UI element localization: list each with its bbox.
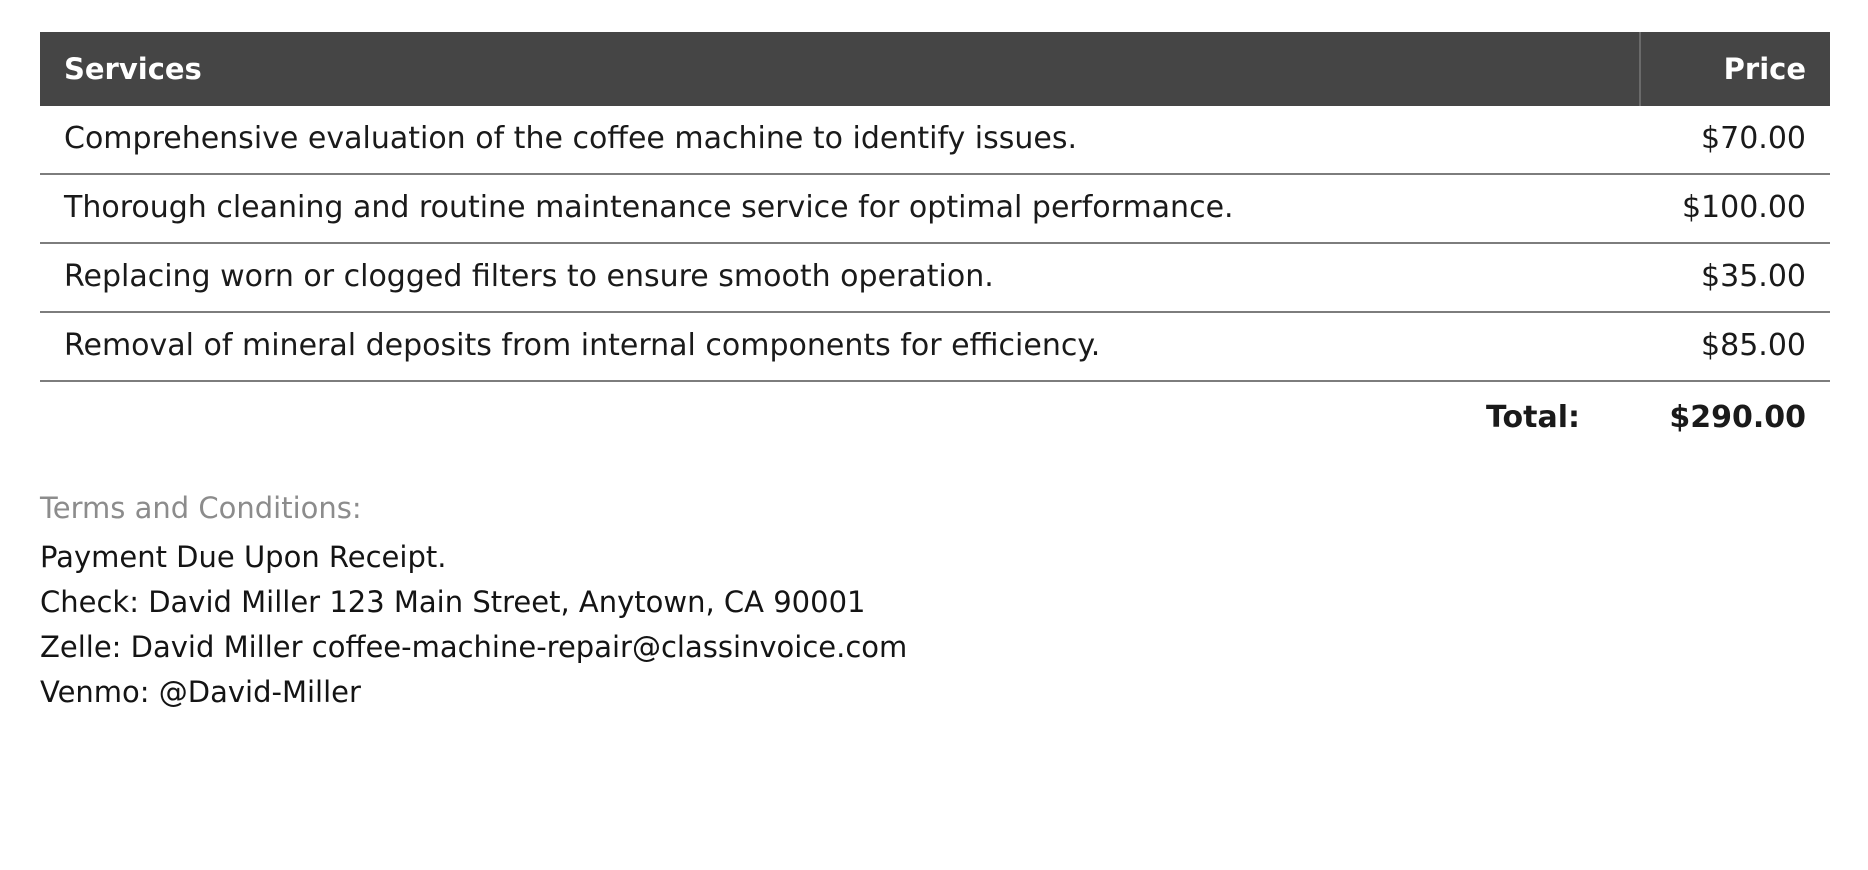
terms-line-zelle: Zelle: David Miller coffee-machine-repair@classinvoice.com [40, 629, 908, 664]
service-price: $85.00 [1640, 312, 1830, 381]
service-price: $35.00 [1640, 243, 1830, 312]
services-price-table [40, 32, 1830, 445]
terms-title: Terms and Conditions: [40, 491, 362, 525]
total-label: Total: [1486, 400, 1580, 435]
table-row [40, 174, 1830, 243]
service-description: Removal of mineral deposits from internal components for efficiency. [40, 312, 1640, 381]
terms-line-payment: Payment Due Upon Receipt. [40, 540, 447, 574]
service-description: Thorough cleaning and routine maintenance service for optimal performance. [40, 174, 1640, 243]
total-value: $290.00 [1669, 400, 1806, 435]
table-body [40, 106, 1830, 381]
terms-line-check: Check: David Miller 123 Main Street, Anytown, CA 90001 [40, 584, 866, 619]
terms-line-venmo: Venmo: @David-Miller [40, 674, 361, 709]
total-row [40, 381, 1830, 445]
service-description: Replacing worn or clogged filters to ensure smooth operation. [40, 243, 1640, 312]
service-price: $100.00 [1640, 174, 1830, 243]
service-description: Comprehensive evaluation of the coffee machine to identify issues. [40, 106, 1640, 174]
column-header-price: Price [1640, 32, 1830, 106]
table-row [40, 312, 1830, 381]
column-header-services: Services [40, 32, 1640, 106]
table-row [40, 106, 1830, 174]
terms-and-conditions-section [40, 491, 1828, 715]
table-footer [40, 381, 1830, 445]
table-row [40, 243, 1830, 312]
table-header [40, 32, 1830, 106]
service-price: $70.00 [1640, 106, 1830, 174]
table-header-row [40, 32, 1830, 106]
